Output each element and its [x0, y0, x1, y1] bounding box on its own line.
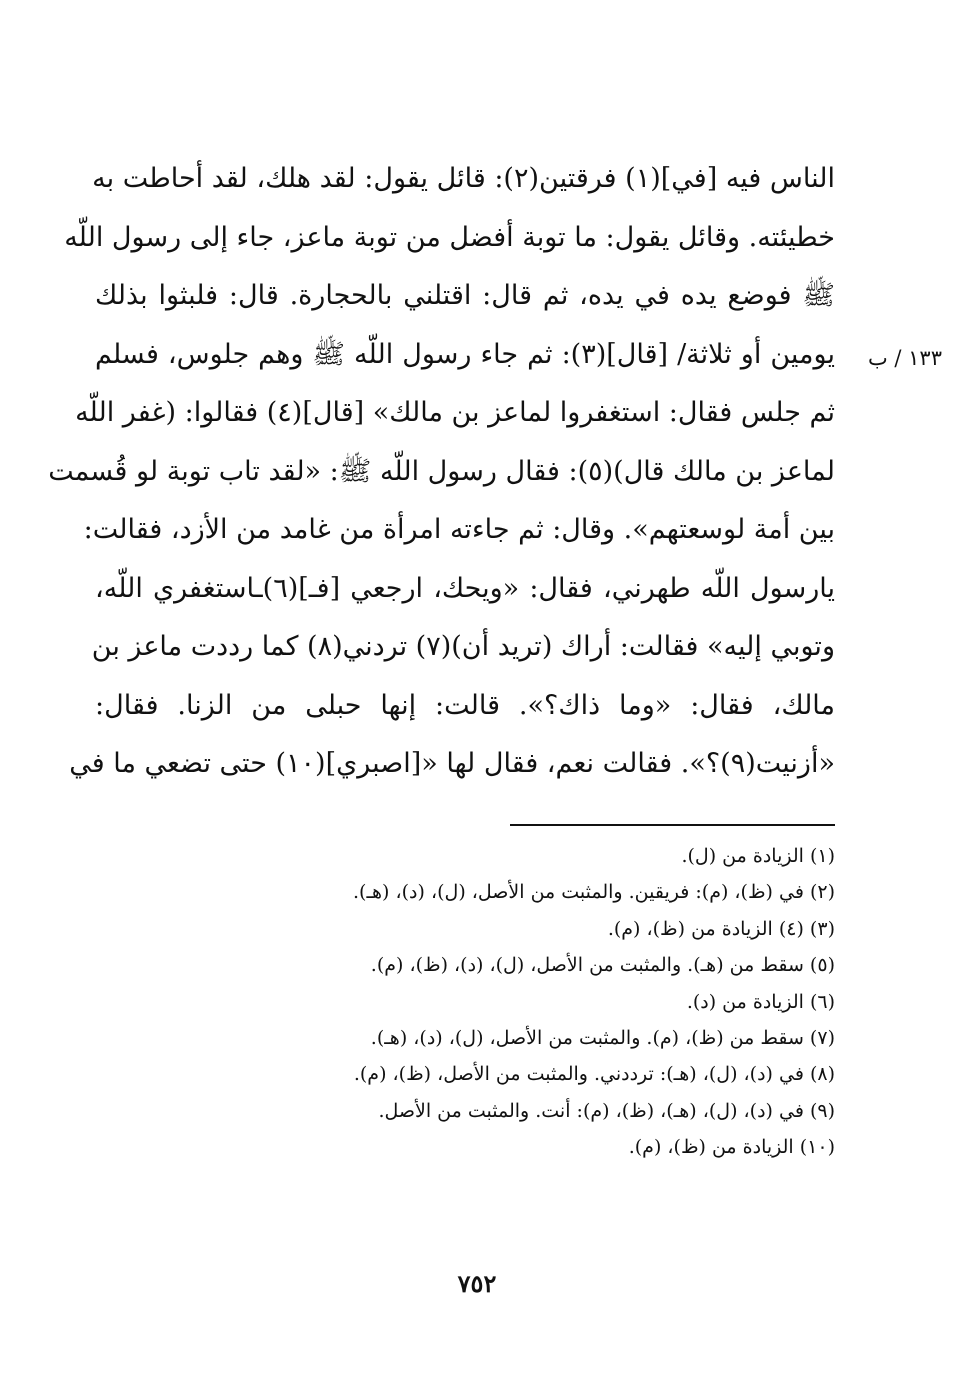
- text-line: خطيئته. وقائل يقول: ما توبة أفضل من توبة ماعز، جاء إلى رسول اللّه: [64, 221, 835, 253]
- footnote: (٨) في (د)، (ل)، (هـ): ترددني. والمثبت من الأصل، (ظ)، (م).: [353, 1063, 835, 1086]
- footnote: (١٠) الزيادة من (ظ)، (م).: [628, 1136, 835, 1159]
- text-line: لماعز بن مالك قال)(٥): فقال رسول اللّه ﷺ: «لقد تاب توبة لو قُسمت: [48, 455, 835, 487]
- footnote: (٥) سقط من (هـ). والمثبت من الأصل، (ل)، (د)، (ظ)، (م).: [370, 954, 835, 977]
- page-number: ٧٥٢: [457, 1269, 497, 1298]
- text-line: «أزنيت(٩)؟». فقالت نعم، فقال لها «[اصبري](١٠) حتى تضعي ما في: [69, 748, 835, 779]
- text-line: يومين أو ثلاثة/ [قال](٣): ثم جاء رسول اللّه ﷺ وهم جلوس، فسلم: [95, 338, 835, 370]
- footnote: (٦) الزيادة من (د).: [686, 990, 835, 1013]
- manuscript-folio-marker: ١٣٣ / ب: [867, 346, 942, 370]
- text-line: وتوبي إليه» فقالت: أراك (تريد أن)(٧) تردني(٨) كما رددت ماعز بن: [91, 631, 835, 662]
- text-line: مالك، فقال: «وما ذاك؟». قالت: إنها حبلى من الزنا. فقال:: [95, 689, 835, 721]
- footnote: (١) الزيادة من (ل).: [681, 845, 835, 867]
- text-line: بين أمة لوسعتهم». وقال: ثم جاءته امرأة من غامد من الأزد، فقالت:: [83, 514, 835, 545]
- footnote: (٧) سقط من (ظ)، (م). والمثبت من الأصل، (ل)، (د)، (هـ).: [370, 1026, 835, 1049]
- text-line: ﷺ فوضع يده في يده، ثم قال: اقتلني بالحجارة. قال: فلبثوا بذلك: [95, 280, 835, 311]
- footnotes-section: [150, 838, 835, 1166]
- footnote-divider: [510, 824, 835, 826]
- footnote: (٩) في (د)، (ل)، (هـ)، (ظ)، (م): أنت. والمثبت من الأصل.: [378, 1099, 835, 1122]
- text-line: ثم جلس فقال: استغفروا لماعز بن مالك» [قال](٤) فقالوا: (غفر اللّه: [75, 397, 835, 428]
- text-line: يارسول اللّه طهرني، فقال: «ويحك، ارجعي [فـ](٦)ـاستغفري اللّه،: [95, 572, 835, 604]
- footnote: (٣) (٤) الزيادة من (ظ)، (م).: [607, 917, 835, 940]
- main-text-body: [48, 150, 835, 794]
- text-line: الناس فيه [في](١) فرقتين(٢): قائل يقول: لقد هلك، لقد أحاطت به: [92, 163, 835, 194]
- footnote: (٢) في (ظ)، (م): فريقين. والمثبت من الأصل، (ل)، (د)، (هـ).: [353, 881, 835, 904]
